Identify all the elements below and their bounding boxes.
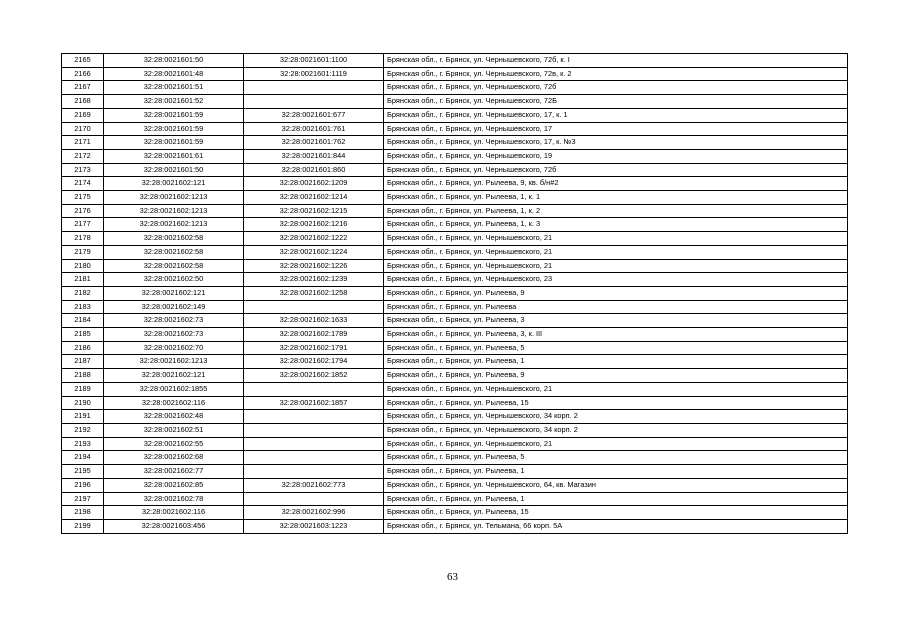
- address-cell: Брянская обл., г. Брянск, ул. Тельмана, 66 корп. 5А: [384, 519, 848, 533]
- table-row: [62, 369, 848, 383]
- address-cell: Брянская обл., г. Брянск, ул. Чернышевского, 72в, к. 2: [384, 67, 848, 81]
- row-number-cell: 2185: [62, 328, 104, 342]
- building-id-cell: [244, 300, 384, 314]
- building-id-cell: 32:28:0021601:1119: [244, 67, 384, 81]
- table-row: [62, 478, 848, 492]
- parcel-id-cell: 32:28:0021601:59: [104, 122, 244, 136]
- parcel-id-cell: 32:28:0021601:48: [104, 67, 244, 81]
- row-number-cell: 2180: [62, 259, 104, 273]
- row-number-cell: 2172: [62, 149, 104, 163]
- parcel-id-cell: 32:28:0021602:77: [104, 465, 244, 479]
- building-id-cell: 32:28:0021601:844: [244, 149, 384, 163]
- row-number-cell: 2197: [62, 492, 104, 506]
- table-row: [62, 177, 848, 191]
- table-row: [62, 506, 848, 520]
- address-cell: Брянская обл., г. Брянск, ул. Рылеева, 1: [384, 492, 848, 506]
- address-cell: Брянская обл., г. Брянск, ул. Чернышевского, 34 корп. 2: [384, 410, 848, 424]
- row-number-cell: 2177: [62, 218, 104, 232]
- building-id-cell: 32:28:0021601:677: [244, 108, 384, 122]
- building-id-cell: 32:28:0021602:1226: [244, 259, 384, 273]
- table-row: [62, 410, 848, 424]
- table-row: [62, 95, 848, 109]
- row-number-cell: 2179: [62, 245, 104, 259]
- parcel-id-cell: 32:28:0021602:58: [104, 232, 244, 246]
- parcel-id-cell: 32:28:0021601:61: [104, 149, 244, 163]
- row-number-cell: 2182: [62, 286, 104, 300]
- parcel-id-cell: 32:28:0021602:85: [104, 478, 244, 492]
- parcel-id-cell: 32:28:0021602:116: [104, 396, 244, 410]
- address-cell: Брянская обл., г. Брянск, ул. Чернышевского, 17, к. 1: [384, 108, 848, 122]
- row-number-cell: 2169: [62, 108, 104, 122]
- building-id-cell: 32:28:0021601:762: [244, 136, 384, 150]
- table-row: [62, 328, 848, 342]
- address-cell: Брянская обл., г. Брянск, ул. Рылеева, 5: [384, 451, 848, 465]
- parcel-id-cell: 32:28:0021602:1213: [104, 218, 244, 232]
- parcel-id-cell: 32:28:0021601:51: [104, 81, 244, 95]
- building-id-cell: 32:28:0021602:1852: [244, 369, 384, 383]
- parcel-id-cell: 32:28:0021602:78: [104, 492, 244, 506]
- address-cell: Брянская обл., г. Брянск, ул. Чернышевского, 17: [384, 122, 848, 136]
- table-row: [62, 492, 848, 506]
- parcel-id-cell: 32:28:0021602:1855: [104, 382, 244, 396]
- building-id-cell: 32:28:0021602:1224: [244, 245, 384, 259]
- table-row: [62, 382, 848, 396]
- address-cell: Брянская обл., г. Брянск, ул. Чернышевского, 34 корп. 2: [384, 423, 848, 437]
- cadastral-table: [61, 53, 848, 534]
- address-cell: Брянская обл., г. Брянск, ул. Чернышевского, 21: [384, 437, 848, 451]
- address-cell: Брянская обл., г. Брянск, ул. Чернышевского, 64, кв. Магазин: [384, 478, 848, 492]
- address-cell: Брянская обл., г. Брянск, ул. Рылеева, 15: [384, 396, 848, 410]
- parcel-id-cell: 32:28:0021602:70: [104, 341, 244, 355]
- table-row: [62, 519, 848, 533]
- building-id-cell: 32:28:0021602:1214: [244, 191, 384, 205]
- row-number-cell: 2192: [62, 423, 104, 437]
- row-number-cell: 2170: [62, 122, 104, 136]
- building-id-cell: 32:28:0021602:1216: [244, 218, 384, 232]
- table-row: [62, 355, 848, 369]
- row-number-cell: 2167: [62, 81, 104, 95]
- table-row: [62, 204, 848, 218]
- row-number-cell: 2166: [62, 67, 104, 81]
- table-row: [62, 54, 848, 68]
- building-id-cell: [244, 465, 384, 479]
- table-row: [62, 163, 848, 177]
- page-number: 63: [447, 571, 458, 583]
- building-id-cell: 32:28:0021601:761: [244, 122, 384, 136]
- table-row: [62, 191, 848, 205]
- row-number-cell: 2186: [62, 341, 104, 355]
- address-cell: Брянская обл., г. Брянск, ул. Рылеева, 5: [384, 341, 848, 355]
- table-row: [62, 273, 848, 287]
- row-number-cell: 2196: [62, 478, 104, 492]
- address-cell: Брянская обл., г. Брянск, ул. Рылеева, 9, кв. б/н#2: [384, 177, 848, 191]
- address-cell: Брянская обл., г. Брянск, ул. Рылеева, 1, к. 2: [384, 204, 848, 218]
- row-number-cell: 2195: [62, 465, 104, 479]
- parcel-id-cell: 32:28:0021602:1213: [104, 355, 244, 369]
- building-id-cell: 32:28:0021602:1222: [244, 232, 384, 246]
- row-number-cell: 2188: [62, 369, 104, 383]
- row-number-cell: 2175: [62, 191, 104, 205]
- building-id-cell: 32:28:0021602:1794: [244, 355, 384, 369]
- row-number-cell: 2181: [62, 273, 104, 287]
- address-cell: Брянская обл., г. Брянск, ул. Рылеева, 1: [384, 355, 848, 369]
- building-id-cell: 32:28:0021602:1791: [244, 341, 384, 355]
- building-id-cell: 32:28:0021602:1633: [244, 314, 384, 328]
- parcel-id-cell: 32:28:0021601:59: [104, 108, 244, 122]
- address-cell: Брянская обл., г. Брянск, ул. Рылеева, 9: [384, 369, 848, 383]
- row-number-cell: 2199: [62, 519, 104, 533]
- parcel-id-cell: 32:28:0021602:58: [104, 259, 244, 273]
- row-number-cell: 2193: [62, 437, 104, 451]
- building-id-cell: 32:28:0021602:1215: [244, 204, 384, 218]
- table-row: [62, 149, 848, 163]
- parcel-id-cell: 32:28:0021602:121: [104, 286, 244, 300]
- parcel-id-cell: 32:28:0021602:68: [104, 451, 244, 465]
- address-cell: Брянская обл., г. Брянск, ул. Рылеева, 9: [384, 286, 848, 300]
- table-row: [62, 451, 848, 465]
- building-id-cell: [244, 81, 384, 95]
- table-row: [62, 300, 848, 314]
- address-cell: Брянская обл., г. Брянск, ул. Чернышевского, 72б: [384, 163, 848, 177]
- address-cell: Брянская обл., г. Брянск, ул. Чернышевского, 23: [384, 273, 848, 287]
- building-id-cell: 32:28:0021602:996: [244, 506, 384, 520]
- building-id-cell: 32:28:0021602:1857: [244, 396, 384, 410]
- table-row: [62, 396, 848, 410]
- address-cell: Брянская обл., г. Брянск, ул. Чернышевского, 72Б: [384, 95, 848, 109]
- parcel-id-cell: 32:28:0021602:149: [104, 300, 244, 314]
- parcel-id-cell: 32:28:0021602:55: [104, 437, 244, 451]
- row-number-cell: 2168: [62, 95, 104, 109]
- building-id-cell: [244, 451, 384, 465]
- parcel-id-cell: 32:28:0021602:1213: [104, 204, 244, 218]
- address-cell: Брянская обл., г. Брянск, ул. Чернышевского, 72б: [384, 81, 848, 95]
- row-number-cell: 2173: [62, 163, 104, 177]
- table-row: [62, 437, 848, 451]
- building-id-cell: 32:28:0021602:1789: [244, 328, 384, 342]
- building-id-cell: 32:28:0021601:1100: [244, 54, 384, 68]
- parcel-id-cell: 32:28:0021602:121: [104, 177, 244, 191]
- address-cell: Брянская обл., г. Брянск, ул. Чернышевского, 21: [384, 259, 848, 273]
- address-cell: Брянская обл., г. Брянск, ул. Рылеева, 1, к. 1: [384, 191, 848, 205]
- parcel-id-cell: 32:28:0021602:73: [104, 314, 244, 328]
- address-cell: Брянская обл., г. Брянск, ул. Рылеева, 1: [384, 465, 848, 479]
- table-row: [62, 259, 848, 273]
- address-cell: Брянская обл., г. Брянск, ул. Чернышевского, 72б, к. I: [384, 54, 848, 68]
- table-row: [62, 108, 848, 122]
- address-cell: Брянская обл., г. Брянск, ул. Рылеева, 1, к. 3: [384, 218, 848, 232]
- row-number-cell: 2171: [62, 136, 104, 150]
- row-number-cell: 2174: [62, 177, 104, 191]
- building-id-cell: 32:28:0021602:1258: [244, 286, 384, 300]
- building-id-cell: [244, 423, 384, 437]
- table-row: [62, 81, 848, 95]
- row-number-cell: 2178: [62, 232, 104, 246]
- building-id-cell: [244, 437, 384, 451]
- row-number-cell: 2190: [62, 396, 104, 410]
- table-row: [62, 122, 848, 136]
- parcel-id-cell: 32:28:0021601:59: [104, 136, 244, 150]
- building-id-cell: 32:28:0021602:1239: [244, 273, 384, 287]
- building-id-cell: [244, 410, 384, 424]
- address-cell: Брянская обл., г. Брянск, ул. Рылеева: [384, 300, 848, 314]
- table-row: [62, 286, 848, 300]
- address-cell: Брянская обл., г. Брянск, ул. Рылеева, 3: [384, 314, 848, 328]
- parcel-id-cell: 32:28:0021602:50: [104, 273, 244, 287]
- table-row: [62, 67, 848, 81]
- address-cell: Брянская обл., г. Брянск, ул. Чернышевского, 21: [384, 232, 848, 246]
- row-number-cell: 2184: [62, 314, 104, 328]
- building-id-cell: 32:28:0021602:773: [244, 478, 384, 492]
- table-row: [62, 245, 848, 259]
- row-number-cell: 2165: [62, 54, 104, 68]
- building-id-cell: [244, 382, 384, 396]
- address-cell: Брянская обл., г. Брянск, ул. Чернышевского, 17, к. №3: [384, 136, 848, 150]
- table-row: [62, 465, 848, 479]
- table-row: [62, 232, 848, 246]
- parcel-id-cell: 32:28:0021602:58: [104, 245, 244, 259]
- table-body: [62, 54, 848, 534]
- table-row: [62, 341, 848, 355]
- row-number-cell: 2183: [62, 300, 104, 314]
- table-row: [62, 314, 848, 328]
- parcel-id-cell: 32:28:0021602:51: [104, 423, 244, 437]
- table-row: [62, 136, 848, 150]
- building-id-cell: [244, 492, 384, 506]
- address-cell: Брянская обл., г. Брянск, ул. Рылеева, 3, к. III: [384, 328, 848, 342]
- building-id-cell: [244, 95, 384, 109]
- address-cell: Брянская обл., г. Брянск, ул. Чернышевского, 19: [384, 149, 848, 163]
- address-cell: Брянская обл., г. Брянск, ул. Чернышевского, 21: [384, 245, 848, 259]
- parcel-id-cell: 32:28:0021601:52: [104, 95, 244, 109]
- address-cell: Брянская обл., г. Брянск, ул. Рылеева, 15: [384, 506, 848, 520]
- parcel-id-cell: 32:28:0021602:121: [104, 369, 244, 383]
- parcel-id-cell: 32:28:0021602:1213: [104, 191, 244, 205]
- row-number-cell: 2176: [62, 204, 104, 218]
- building-id-cell: 32:28:0021603:1223: [244, 519, 384, 533]
- parcel-id-cell: 32:28:0021603:456: [104, 519, 244, 533]
- parcel-id-cell: 32:28:0021602:48: [104, 410, 244, 424]
- table-row: [62, 218, 848, 232]
- row-number-cell: 2194: [62, 451, 104, 465]
- parcel-id-cell: 32:28:0021602:116: [104, 506, 244, 520]
- parcel-id-cell: 32:28:0021602:73: [104, 328, 244, 342]
- parcel-id-cell: 32:28:0021601:50: [104, 54, 244, 68]
- table-row: [62, 423, 848, 437]
- address-cell: Брянская обл., г. Брянск, ул. Чернышевского, 21: [384, 382, 848, 396]
- parcel-id-cell: 32:28:0021601:50: [104, 163, 244, 177]
- building-id-cell: 32:28:0021602:1209: [244, 177, 384, 191]
- row-number-cell: 2198: [62, 506, 104, 520]
- row-number-cell: 2191: [62, 410, 104, 424]
- row-number-cell: 2187: [62, 355, 104, 369]
- building-id-cell: 32:28:0021601:860: [244, 163, 384, 177]
- row-number-cell: 2189: [62, 382, 104, 396]
